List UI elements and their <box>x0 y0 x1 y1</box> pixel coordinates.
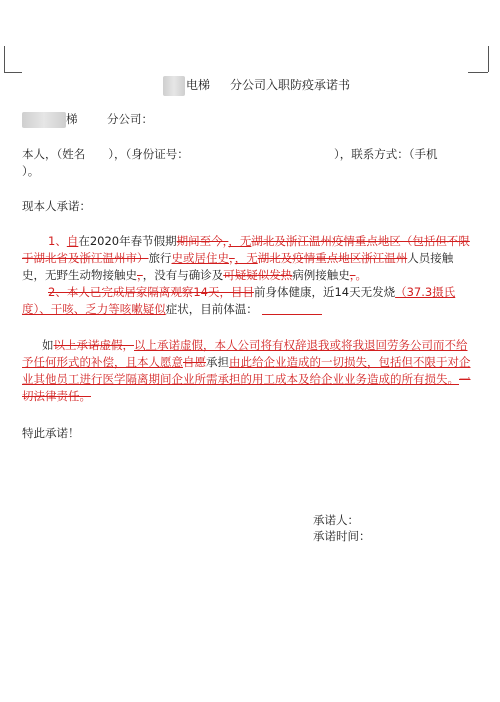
text-segment: 湖北及浙江温州疫情重点地区（包括但不限 <box>251 234 470 248</box>
text-segment: 业其他员工进行医学隔离期间企业所需承担的用工成本及给企业业务造成的所有损失。 <box>22 372 459 386</box>
text-segment: 予任何形式的补偿，且本人愿意 <box>22 355 183 369</box>
promise-item-1-line-2 <box>22 250 470 267</box>
liability-line-4 <box>22 388 471 405</box>
temperature-blank <box>262 314 322 315</box>
crop-mark-top-right-h <box>468 72 488 73</box>
text-segment: 。 <box>355 268 367 282</box>
document-title: 分公司入职防疫承诺书 <box>230 78 351 92</box>
promise-intro: 现本人承诺： <box>22 199 91 213</box>
addressee-fragment: 梯 <box>66 112 78 126</box>
text-segment: 于湖北省及浙江温州市） <box>22 251 149 265</box>
liability-line-1 <box>22 337 471 354</box>
text-segment: ，无 <box>228 234 252 248</box>
text-segment: ，没有与确诊及 <box>142 268 224 282</box>
text-segment: 以上承诺虚假，本人公司将有权辞退我或将我退回劳务公司而不给 <box>134 338 468 352</box>
crop-mark-top-right-v <box>488 46 489 72</box>
date-label: 承诺时间： <box>313 529 371 543</box>
text-segment: 度）、干咳、乏力等咳嗽疑似 <box>22 302 166 316</box>
crop-mark-top-left-v <box>4 46 5 72</box>
text-segment: 切法律责任。 <box>22 389 91 403</box>
promise-item-2-line-2 <box>22 301 455 318</box>
text-segment: 自 <box>66 234 79 248</box>
signer-label: 承诺人： <box>313 513 359 527</box>
text-segment: 湖北及疫情重点地区浙江温州 <box>257 251 408 265</box>
personal-info-end: ）。 <box>22 164 40 178</box>
promise-item-1-line-1 <box>22 233 470 250</box>
text-segment: 1、 <box>48 234 67 248</box>
liability-paragraph <box>22 337 471 405</box>
text-segment: 史或居住史 <box>171 251 229 265</box>
text-segment: 病例接触史 <box>292 268 350 282</box>
text-segment: 期间至今， <box>176 234 229 248</box>
text-segment: ， <box>137 268 143 282</box>
personal-info-tail: ），联系方式：（手机 <box>334 147 438 161</box>
closing-statement: 特此承诺！ <box>22 426 80 440</box>
text-segment: （37.3摄氏 <box>395 285 456 299</box>
promise-item-2-line-1 <box>22 284 455 301</box>
title-prefix: 电梯 <box>186 78 211 92</box>
promise-item-1-line-3 <box>22 267 470 284</box>
crop-mark-top-left-h <box>4 72 22 73</box>
text-segment: 史，无野生动物接触史 <box>22 268 137 282</box>
text-segment: 2、本人已完成居家隔离观察14天，目目 <box>48 285 254 299</box>
text-segment: 人员接触 <box>407 251 454 265</box>
liability-line-2 <box>22 354 471 371</box>
text-segment: 症状，目前体温： <box>165 302 258 316</box>
redacted-company-name <box>163 76 185 96</box>
promise-item-1 <box>22 233 470 284</box>
liability-line-3 <box>22 371 471 388</box>
text-segment: 承担 <box>206 355 229 369</box>
text-segment: ， <box>229 251 235 265</box>
text-segment: 一 <box>459 372 471 386</box>
text-segment: 在2020年春节假期 <box>78 234 177 248</box>
text-segment: ，无 <box>234 251 258 265</box>
text-segment: 由此给企业造成的一切损失，包括但不限于对企 <box>229 355 471 369</box>
text-segment: ， <box>349 268 356 282</box>
personal-info-line: 本人，（姓名 ），（身份证号： <box>22 147 189 161</box>
text-segment: 以上承诺虚假， <box>53 338 134 352</box>
promise-item-2 <box>22 284 455 318</box>
addressee-suffix: 分公司： <box>107 112 153 126</box>
text-segment: 旅行 <box>148 251 172 265</box>
text-segment: 如 <box>42 338 54 352</box>
text-segment: 前身体健康，近14天无发烧 <box>253 285 396 299</box>
text-segment: 可疑疑似发热 <box>223 268 293 282</box>
text-segment: 自愿 <box>183 355 206 369</box>
redacted-addressee <box>22 112 66 128</box>
